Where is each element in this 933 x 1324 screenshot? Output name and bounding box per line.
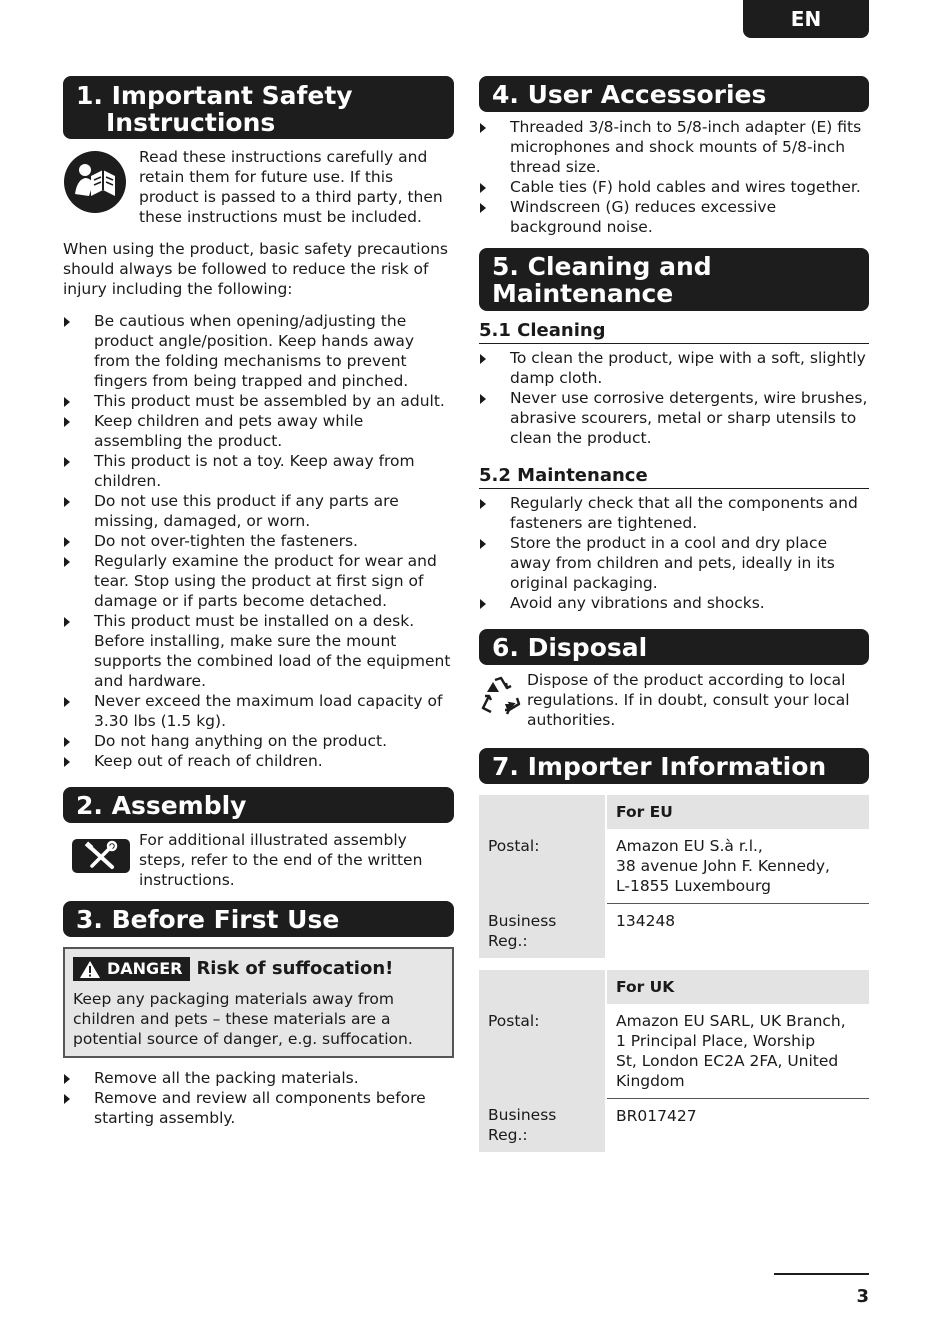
uk-reg-value: BR017427: [616, 1106, 697, 1125]
list-item: Cable ties (F) hold cables and wires together.: [479, 177, 869, 197]
read-instructions-notice: [63, 147, 454, 227]
list-item: Keep out of reach of children.: [63, 751, 454, 771]
section-4-heading: 4. User Accessories: [479, 76, 869, 112]
list-item: This product is not a toy. Keep away from children.: [63, 451, 454, 491]
right-column: [479, 76, 869, 1152]
language-tab: EN: [743, 0, 869, 38]
subsection-5-2-heading: 5.2 Maintenance: [479, 465, 869, 489]
address-line: 1 Principal Place, Worship: [616, 1031, 816, 1050]
list-item: Do not hang anything on the product.: [63, 731, 454, 751]
eu-header: For EU: [606, 795, 869, 829]
table-row: [479, 829, 869, 904]
eu-postal-label: Postal:: [479, 829, 606, 904]
disposal-notice: [479, 670, 869, 730]
list-item: This product must be assembled by an adult.: [63, 391, 454, 411]
section-2-heading: 2. Assembly: [63, 787, 454, 823]
list-item: Never use corrosive detergents, wire brushes, abrasive scourers, metal or sharp utensils to clean the product.: [479, 388, 869, 448]
accessories-list: [479, 117, 869, 237]
address-line: Amazon EU SARL, UK Branch,: [616, 1011, 846, 1030]
section-1-number: 1.: [76, 81, 103, 110]
danger-risk: Risk of suffocation!: [196, 958, 394, 979]
list-item: Do not use this product if any parts are missing, damaged, or worn.: [63, 491, 454, 531]
assembly-notice: [63, 830, 454, 890]
uk-postal-label: Postal:: [479, 1004, 606, 1099]
warning-triangle-icon: [79, 960, 101, 979]
list-item: Remove all the packing materials.: [63, 1068, 454, 1088]
danger-badge: [73, 957, 190, 981]
read-manual-icon: [63, 147, 139, 219]
list-item: Never exceed the maximum load capacity of 3.30 lbs (1.5 kg).: [63, 691, 454, 731]
subsection-5-1-heading: 5.1 Cleaning: [479, 320, 869, 344]
eu-reg-label: Business Reg.:: [479, 904, 606, 958]
danger-label: DANGER: [107, 959, 183, 978]
section-7-heading: 7. Importer Information: [479, 748, 869, 784]
section-1-heading: [63, 76, 454, 139]
table-row: [479, 795, 869, 829]
safety-list: [63, 311, 454, 771]
danger-warning-box: [63, 947, 454, 1058]
address-line: 38 avenue John F. Kennedy,: [616, 857, 830, 875]
tools-icon: [63, 830, 139, 878]
danger-title: [73, 957, 444, 981]
read-instructions-text: Read these instructions carefully and retain them for future use. If this product is passed to a third party, then these instructions must be included.: [139, 148, 443, 226]
disposal-text: Dispose of the product according to local regulations. If in doubt, consult your local authorities.: [527, 671, 850, 729]
list-item: To clean the product, wipe with a soft, slightly damp cloth.: [479, 348, 869, 388]
page-number: 3: [856, 1286, 869, 1307]
danger-text: Keep any packaging materials away from children and pets – these materials are a potential source of danger, e.g. suffocation.: [73, 990, 413, 1048]
left-column: [63, 76, 454, 1128]
maintenance-list: [479, 493, 869, 613]
list-item: Windscreen (G) reduces excessive background noise.: [479, 197, 869, 237]
uk-reg-label: Business Reg.:: [479, 1098, 606, 1152]
list-item: Threaded 3/8-inch to 5/8-inch adapter (E) fits microphones and shock mounts of 5/8-inch thread size.: [479, 117, 869, 177]
section-6-heading: 6. Disposal: [479, 629, 869, 665]
uk-header: For UK: [606, 970, 869, 1004]
address-line: St, London EC2A 2FA, United: [616, 1051, 839, 1070]
assembly-text: For additional illustrated assembly steps, refer to the end of the written instructions.: [139, 831, 423, 889]
before-first-use-list: [63, 1068, 454, 1128]
list-item: Avoid any vibrations and shocks.: [479, 593, 869, 613]
section-1-title-line2: Instructions: [106, 108, 276, 137]
list-item: Regularly check that all the components and fasteners are tightened.: [479, 493, 869, 533]
uk-postal-value: [606, 1004, 869, 1099]
cleaning-list: [479, 348, 869, 448]
section-3-heading: 3. Before First Use: [63, 901, 454, 937]
eu-postal-value: [606, 829, 869, 904]
importer-table: [479, 795, 869, 1152]
page-number-rule: [774, 1273, 869, 1275]
recycle-icon: [479, 670, 527, 723]
list-item: Keep children and pets away while assembling the product.: [63, 411, 454, 451]
table-row: [479, 1098, 869, 1152]
table-row: [479, 970, 869, 1004]
address-line: Amazon EU S.à r.l.,: [616, 837, 763, 855]
section-5-heading: 5. Cleaning and Maintenance: [479, 248, 869, 311]
section-1-title-line1: Important Safety: [111, 81, 353, 110]
eu-reg-value: 134248: [616, 912, 676, 930]
address-line: L-1855 Luxembourg: [616, 877, 771, 895]
list-item: Regularly examine the product for wear and tear. Stop using the product at first sign of damage or if parts become detached.: [63, 551, 454, 611]
list-item: This product must be installed on a desk. Before installing, make sure the mount supports the combined load of the equipment and hardware.: [63, 611, 454, 691]
list-item: Be cautious when opening/adjusting the product angle/position. Keep hands away from the folding mechanisms to prevent fingers from being trapped and pinched.: [63, 311, 454, 391]
list-item: Store the product in a cool and dry place away from children and pets, ideally in its original packaging.: [479, 533, 869, 593]
table-row: [479, 904, 869, 958]
safety-lead-text: When using the product, basic safety precautions should always be followed to reduce the risk of injury including the following:: [63, 240, 448, 298]
address-line: Kingdom: [616, 1071, 685, 1090]
list-item: Remove and review all components before starting assembly.: [63, 1088, 454, 1128]
table-row: [479, 1004, 869, 1099]
list-item: Do not over-tighten the fasteners.: [63, 531, 454, 551]
